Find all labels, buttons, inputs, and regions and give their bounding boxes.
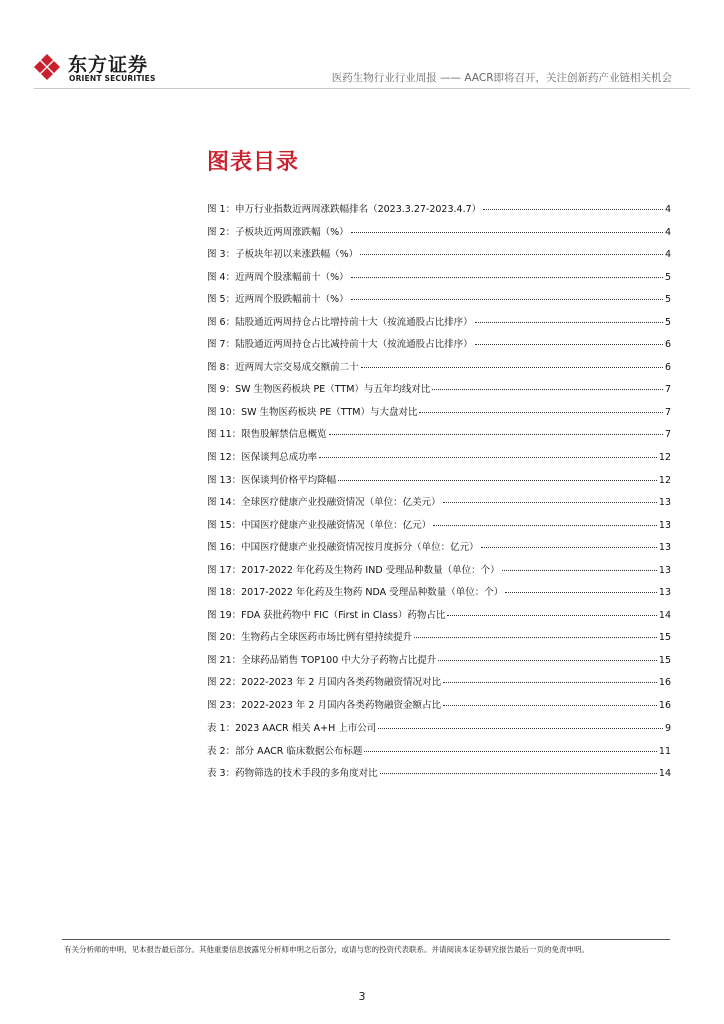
toc-leader <box>361 367 663 368</box>
toc-entry-label: 图 23：2022-2023 年 2 月国内各类药物融资金额占比 <box>207 700 441 712</box>
toc-entry-page: 12 <box>658 474 671 486</box>
toc-figure-entry[interactable] <box>207 562 671 585</box>
toc-entry-page: 5 <box>664 316 671 328</box>
toc-entry-page: 5 <box>664 294 671 306</box>
toc-entry-page: 12 <box>658 452 671 464</box>
toc-entry-label: 图 20：生物药占全球医药市场比例有望持续提升 <box>207 632 413 644</box>
toc-leader <box>443 682 657 683</box>
toc-entry-label: 图 6：陆股通近两周持仓占比增持前十大（按流通股占比排序） <box>207 316 473 328</box>
toc-figure-entry[interactable] <box>207 224 671 247</box>
toc-figure-entry[interactable] <box>207 269 671 292</box>
toc-entry-page: 5 <box>664 271 671 283</box>
toc-entry-page: 13 <box>658 497 671 509</box>
toc-figure-entry[interactable] <box>207 607 671 630</box>
toc-entry-label: 表 2：部分 AACR 临床数据公布标题 <box>207 745 363 757</box>
toc-leader <box>475 322 663 323</box>
toc-entry-page: 15 <box>658 632 671 644</box>
toc-entry-page: 15 <box>658 654 671 666</box>
toc-figure-entry[interactable] <box>207 426 671 449</box>
toc-figure-entry[interactable] <box>207 539 671 562</box>
toc-entry-page: 13 <box>658 542 671 554</box>
toc-entry-page: 16 <box>658 677 671 689</box>
toc-leader <box>419 412 663 413</box>
header-divider <box>34 88 690 89</box>
toc-leader <box>414 637 657 638</box>
toc-figure-entry[interactable] <box>207 291 671 314</box>
toc-entry-page: 7 <box>664 406 671 418</box>
toc-entry-label: 图 19：FDA 获批药物中 FIC（First in Class）药物占比 <box>207 609 446 621</box>
toc-entry-page: 13 <box>658 519 671 531</box>
toc-leader <box>438 660 657 661</box>
toc-table-entry[interactable] <box>207 720 671 743</box>
toc-figure-entry[interactable] <box>207 314 671 337</box>
toc-figure-entry[interactable] <box>207 494 671 517</box>
toc-leader <box>351 232 663 233</box>
toc-entry-label: 图 9：SW 生物医药板块 PE（TTM）与五年均线对比 <box>207 384 431 396</box>
toc-entry-label: 图 14：全球医疗健康产业投融资情况（单位：亿美元） <box>207 497 441 509</box>
toc-entry-label: 图 7：陆股通近两周持仓占比减持前十大（按流通股占比排序） <box>207 339 473 351</box>
toc-entry-page: 13 <box>658 587 671 599</box>
logo-chinese-name: 东方证券 <box>68 54 149 76</box>
toc-entry-label: 图 5：近两周个股跌幅前十（%） <box>207 294 349 306</box>
toc-leader <box>502 570 657 571</box>
toc-entry-page: 4 <box>664 204 671 215</box>
toc-entry-label: 图 17：2017-2022 年化药及生物药 IND 受理品种数量（单位：个） <box>207 564 500 576</box>
toc-leader <box>360 254 663 255</box>
toc-entry-label: 图 21：全球药品销售 TOP100 中大分子药物占比提升 <box>207 654 437 666</box>
toc-figure-entry[interactable] <box>207 449 671 472</box>
toc-entry-page: 14 <box>658 768 671 780</box>
logo-english-name: ORIENT SECURITIES <box>69 74 156 83</box>
toc-entry-label: 图 22：2022-2023 年 2 月国内各类药物融资情况对比 <box>207 677 441 689</box>
toc-figure-entry[interactable] <box>207 652 671 675</box>
toc-entry-page: 9 <box>664 723 671 734</box>
toc-leader <box>475 344 663 345</box>
toc-entry-page: 14 <box>658 609 671 621</box>
toc-entry-page: 4 <box>664 249 671 261</box>
toc-entry-page: 4 <box>664 226 671 238</box>
toc-entry-page: 13 <box>658 564 671 576</box>
toc-leader <box>481 547 657 548</box>
toc-leader <box>351 277 663 278</box>
toc-entry-label: 图 18：2017-2022 年化药及生物药 NDA 受理品种数量（单位：个） <box>207 587 504 599</box>
toc-figure-entry[interactable] <box>207 584 671 607</box>
toc-entry-page: 7 <box>664 429 671 441</box>
toc-entry-label: 图 8：近两周大宗交易成交额前二十 <box>207 361 359 373</box>
toc-entry-label: 图 11：限售股解禁信息概览 <box>207 429 327 441</box>
toc-leader <box>505 592 657 593</box>
toc-leader <box>319 457 657 458</box>
toc-entry-label: 表 1：2023 AACR 相关 A+H 上市公司 <box>207 723 377 734</box>
toc-entry-label: 图 10：SW 生物医药板块 PE（TTM）与大盘对比 <box>207 406 418 418</box>
toc-entry-label: 图 16：中国医疗健康产业投融资情况按月度拆分（单位：亿元） <box>207 542 479 554</box>
toc-entry-label: 图 3：子板块年初以来涨跌幅（%） <box>207 249 359 261</box>
footer-disclaimer: 有关分析师的申明，见本报告最后部分。其他重要信息披露见分析师申明之后部分，或请与您的投资代表联系。并请阅读本证券研究报告最后一页的免责申明。 <box>64 945 589 954</box>
toc-entry-label: 图 15：中国医疗健康产业投融资情况（单位：亿元） <box>207 519 432 531</box>
toc-leader <box>432 389 663 390</box>
toc-leader <box>329 434 663 435</box>
page-number: 3 <box>358 990 366 1003</box>
toc-leader <box>443 502 657 503</box>
toc-leader <box>380 773 657 774</box>
toc-leader <box>433 525 657 526</box>
toc-figure-entry[interactable] <box>207 674 671 697</box>
toc-entry-label: 图 2：子板块近两周涨跌幅（%） <box>207 226 349 238</box>
toc-figure-entry[interactable] <box>207 517 671 540</box>
toc-leader <box>364 751 656 752</box>
toc-entry-page: 7 <box>664 384 671 396</box>
toc-entry-page: 6 <box>664 361 671 373</box>
toc-figure-entry[interactable] <box>207 201 671 224</box>
toc-figure-entry[interactable] <box>207 697 671 720</box>
toc-table-entry[interactable] <box>207 765 671 788</box>
figure-toc-list <box>207 201 671 720</box>
toc-leader <box>351 299 663 300</box>
logo-mark-icon <box>32 52 62 82</box>
footer-divider <box>62 939 670 940</box>
toc-figure-entry[interactable] <box>207 336 671 359</box>
toc-leader <box>338 480 657 481</box>
report-title: 医药生物行业行业周报 —— AACR即将召开，关注创新药产业链相关机会 <box>331 72 672 84</box>
table-toc-list <box>207 720 671 788</box>
toc-figure-entry[interactable] <box>207 472 671 495</box>
toc-figure-entry[interactable] <box>207 359 671 382</box>
toc-entry-page: 6 <box>664 339 671 351</box>
toc-figure-entry[interactable] <box>207 404 671 427</box>
toc-leader <box>443 705 657 706</box>
toc-leader <box>378 728 663 729</box>
toc-table-entry[interactable] <box>207 743 671 766</box>
toc-figure-entry[interactable] <box>207 629 671 652</box>
toc-entry-page: 16 <box>658 700 671 712</box>
toc-entry-label: 图 1：申万行业指数近两周涨跌幅排名（2023.3.27-2023.4.7） <box>207 204 482 215</box>
toc-entry-label: 图 13：医保谈判价格平均降幅 <box>207 474 337 486</box>
page-title: 图表目录 <box>207 150 300 175</box>
toc-figure-entry[interactable] <box>207 246 671 269</box>
toc-figure-entry[interactable] <box>207 381 671 404</box>
toc-leader <box>447 615 657 616</box>
toc-entry-label: 表 3：药物筛选的技术手段的多角度对比 <box>207 768 378 780</box>
toc-leader <box>483 209 663 210</box>
company-logo <box>32 50 162 86</box>
toc-entry-label: 图 4：近两周个股涨幅前十（%） <box>207 271 349 283</box>
toc-entry-page: 11 <box>658 745 671 757</box>
toc-entry-label: 图 12：医保谈判总成功率 <box>207 452 318 464</box>
